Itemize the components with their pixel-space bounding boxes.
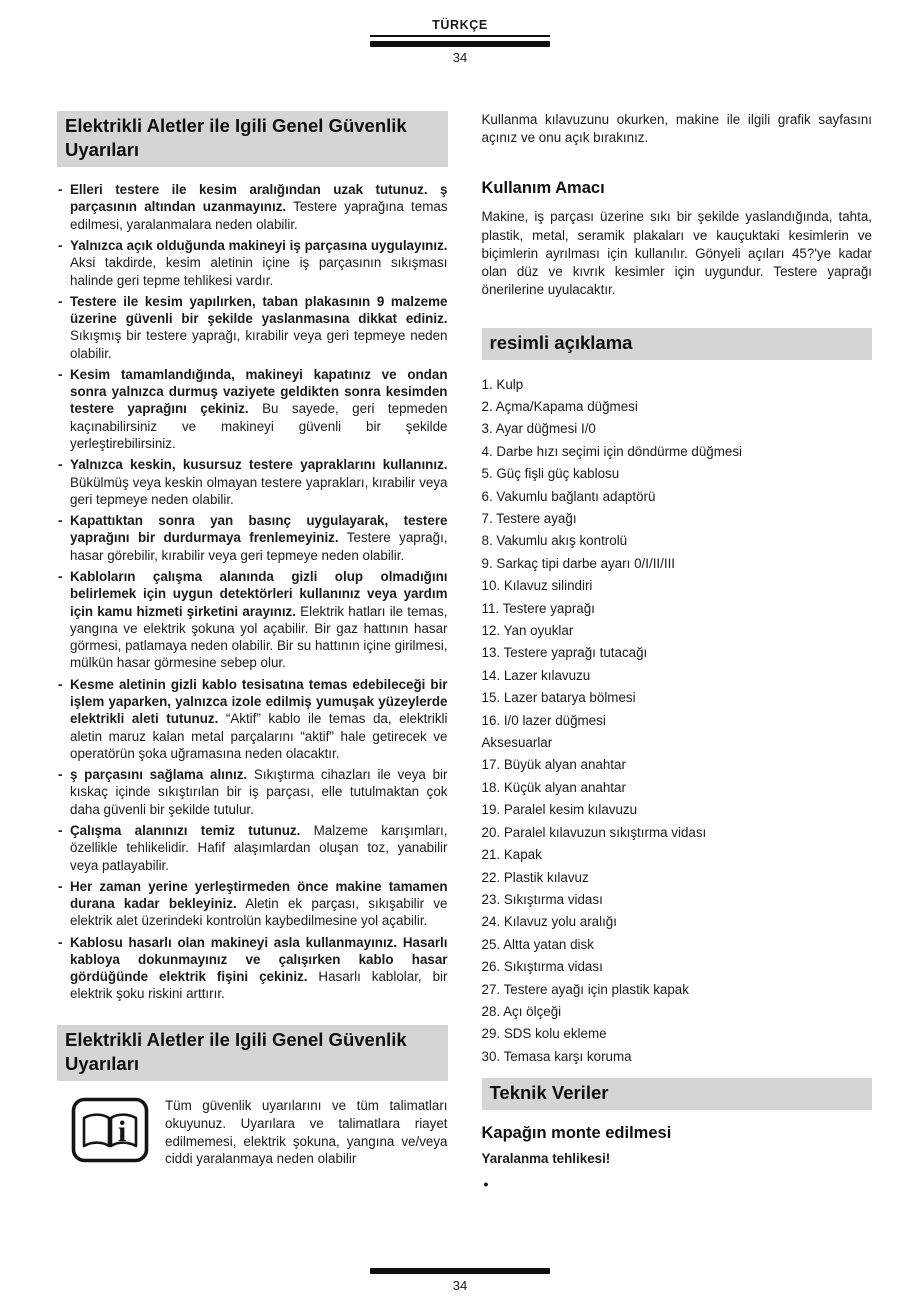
parts-list-item: 20. Paralel kılavuzun sıkıştırma vidası — [481, 824, 707, 840]
warning-text: Sıkışmış bir testere yaprağı, kırabilir veya geri tepmeye neden olabilir. — [70, 328, 448, 361]
notice-text: Tüm güvenlik uyarılarını ve tüm talimatları okuyunuz. Uyarılara ve talimatlara riayet edilmemesi, elektrik şokuna, yangına ve/veya ciddi yaralanmaya neden olabilir — [165, 1097, 448, 1167]
parts-list-item: 4. Darbe hızı seçimi için döndürme düğmesi — [481, 443, 742, 459]
svg-text:i: i — [118, 1114, 127, 1148]
warning-bold: Yalnızca keskin, kusursuz testere yapraklarını kullanınız. — [70, 457, 448, 473]
section-title-safety-2: Elektrikli Aletler ile Igili Genel Güvenlik Uyarıları — [57, 1025, 448, 1081]
language-label: TÜRKÇE — [432, 18, 488, 32]
parts-list-item: 25. Altta yatan disk — [481, 936, 594, 952]
warning-list — [57, 181, 448, 1003]
warning-text: Testere yaprağı, hasar görebilir, kırabilir veya geri tepmeye neden olabilir. — [70, 530, 448, 563]
section-title-safety-1: Elektrikli Aletler ile Igili Genel Güvenlik Uyarıları — [57, 111, 448, 167]
parts-list-item: 1. Kulp — [481, 376, 524, 392]
warning-bold: Yalnızca açık olduğunda makineyi iş parçasına uygulayınız. — [70, 237, 448, 253]
warning-item — [57, 366, 448, 452]
warning-text: “Aktif” kablo ile temas da, elektrikli aletin maruz kalan metal parçalarını “aktif” hale getirecek ve operatörün şoka uğramasına neden olacaktır. — [70, 711, 448, 761]
warning-bold: Kesim tamamlandığında, makineyi kapatınız ve ondan sonra yalnızca durmuş vaziyete geldikten sonra kesimden testere yaprağını çekiniz. — [70, 366, 448, 417]
parts-list-item: 7. Testere ayağı — [481, 511, 577, 527]
parts-list-item: 9. Sarkaç tipi darbe ayarı 0/I/II/III — [481, 555, 676, 571]
page-number-bottom: 34 — [452, 1278, 468, 1293]
parts-list-item: 19. Paralel kesim kılavuzu — [481, 802, 638, 818]
warning-item — [57, 293, 448, 362]
page-footer — [0, 1268, 920, 1293]
warning-text: Aletin ek parçası, sıkışabilir ve elektrik alet üzerindeki kontrolün kaybedilmesine yol açabilir. — [70, 896, 448, 929]
parts-list-item: 18. Küçük alyan anahtar — [481, 779, 626, 795]
warning-text: Bükülmüş veya keskin olmayan testere yaprakları, kırabilir veya geri tepmeye neden olabilir. — [70, 474, 448, 507]
injury-warning: Yaralanma tehlikesi! — [481, 1151, 611, 1167]
parts-list-item: 11. Testere yaprağı — [481, 600, 595, 616]
warning-item — [57, 181, 448, 233]
warning-bold: ş parçasını sağlama alınız. — [70, 767, 248, 783]
parts-list-item: 8. Vakumlu akış kontrolü — [481, 533, 628, 549]
parts-list-item: 23. Sıkıştırma vidası — [481, 891, 603, 907]
parts-list-item: 14. Lazer kılavuzu — [481, 667, 591, 683]
warning-bold: Her zaman yerine yerleştirmeden önce makine tamamen durana kadar bekleyiniz. — [70, 878, 448, 912]
parts-list-item: 26. Sıkıştırma vidası — [481, 959, 603, 975]
parts-list-item: 28. Açı ölçeği — [481, 1003, 562, 1019]
parts-list-item: 10. Kılavuz silindiri — [481, 578, 593, 594]
parts-list-item: 21. Kapak — [481, 847, 542, 863]
warning-bold: Testere ile kesim yapılırken, taban plakasının 9 malzeme üzerine güvenli bir şekilde yaslanmasına dikkat ediniz. — [70, 293, 448, 327]
parts-list-item: 5. Güç fişli güç kablosu — [481, 466, 620, 482]
warning-bold: Kablosu hasarlı olan makineyi asla kullanmayınız. Hasarlı kabloya dokunmayınız ve çalışırken kablo hasar gördüğünde elektrik fişini çekiniz. — [70, 934, 448, 985]
page-number-top: 34 — [452, 50, 468, 65]
parts-list-item: 13. Testere yaprağı tutacağı — [481, 645, 648, 661]
parts-list — [482, 374, 873, 1069]
parts-list-item: 6. Vakumlu bağlantı adaptörü — [481, 488, 656, 504]
read-manual-notice — [57, 1097, 448, 1168]
warning-text: Testere yaprağına temas edilmesi, yaralanmalara neden olabilir. — [70, 199, 448, 232]
usage-paragraph: Makine, iş parçası üzerine sıkı bir şekilde yaslandığında, tahta, plastik, metal, seramik plakaları ve kauçuktaki kesimlerin ve biçimlerin ayrılması için kullanılır. Gönyeli açıları 45?'ye kadar olan düz ve kıvrık kesimler için uygundur. Testere yaprağı önerilerine uyulacaktır. — [481, 209, 872, 298]
content-columns — [0, 111, 920, 1192]
warning-text: Hasarlı kablolar, bir elektrik şoku riskini arttırır. — [70, 969, 448, 1002]
parts-list-item: 30. Temasa karşı koruma — [481, 1048, 632, 1064]
warning-item — [57, 237, 448, 289]
warning-item — [57, 766, 448, 818]
header-bar — [370, 41, 550, 47]
left-column — [57, 111, 448, 1168]
warning-bold: Kabloların çalışma alanında gizli olup olmadığını belirlemek için uygun detektörleri kullanınız veya yardım için kamu hizmeti şirketini arayınız. — [70, 569, 448, 619]
warning-item — [57, 878, 448, 930]
intro-paragraph: Kullanma kılavuzunu okurken, makine ile ilgili grafik sayfasını açınız ve onu açık bırakınız. — [481, 112, 872, 146]
bullet-point: • — [483, 1176, 489, 1193]
parts-list-item: 12. Yan oyuklar — [481, 623, 574, 639]
open-book-info-icon — [71, 1097, 149, 1163]
usage-title: Kullanım Amacı — [481, 179, 605, 198]
warning-item — [57, 568, 448, 672]
warning-bold: Kesme aletinin gizli kablo tesisatına temas edebileceği bir işlem yaparken, yalnızca izole edilmiş yumuşak yüzeylerde elektrikli aleti tutunuz. — [70, 676, 448, 727]
warning-bold: Kapattıktan sonra yan basınç uygulayarak, testere yaprağını bir durdurmaya frenlemeyiniz. — [70, 513, 448, 546]
parts-list-item: 27. Testere ayağı için plastik kapak — [481, 981, 689, 997]
header-rule — [370, 35, 550, 37]
right-column — [482, 111, 873, 1192]
accessories-label: Aksesuarlar — [481, 735, 553, 751]
warning-text: Bu sayede, geri tepmeden kaçınabilirsiniz ve makineyi güvenli bir şekilde yerleştirebilirsiniz. — [70, 401, 448, 452]
parts-list-item: 3. Ayar düğmesi I/0 — [481, 421, 596, 437]
assembly-title: Kapağın monte edilmesi — [481, 1124, 672, 1143]
warning-text: Malzeme karışımları, özellikle tehlikelidir. Hafif alaşımlardan oluşan toz, yanabilir veya patlayabilir. — [70, 822, 448, 873]
parts-list-item: 2. Açma/Kapama düğmesi — [481, 398, 638, 414]
warning-item — [57, 822, 448, 874]
tech-data-title: Teknik Veriler — [482, 1078, 873, 1110]
warning-item — [57, 676, 448, 762]
footer-bar — [370, 1268, 550, 1274]
parts-list-item: 24. Kılavuz yolu aralığı — [481, 914, 617, 930]
warning-bold: Elleri testere ile kesim aralığından uzak tutunuz. ş parçasının altından uzanmayınız. — [70, 182, 448, 215]
page-header — [0, 0, 920, 65]
parts-list-item: 22. Plastik kılavuz — [481, 869, 589, 885]
warning-item — [57, 512, 448, 564]
warning-item — [57, 456, 448, 508]
warning-text: Aksi takdirde, kesim aletinin içine iş parçasının sıkışması halinde geri tepme tehlikesi vardır. — [70, 255, 448, 288]
warning-text: Sıkıştırma cihazları ile veya bir kıskaç içinde sıkıştırılan bir iş parçası, elle tutulmaktan çok daha güvenli bir şekilde tutulur. — [70, 767, 448, 817]
warning-bold: Çalışma alanınızı temiz tutunuz. — [70, 822, 301, 838]
parts-list-item: 16. I/0 lazer düğmesi — [481, 712, 606, 728]
parts-list-item: 29. SDS kolu ekleme — [481, 1026, 607, 1042]
warning-item — [57, 934, 448, 1003]
parts-list-item: 17. Büyük alyan anahtar — [481, 757, 626, 773]
parts-list-item: 15. Lazer batarya bölmesi — [481, 690, 636, 706]
warning-text: Elektrik hatları ile temas, yangına ve elektrik şokuna yol açabilir. Bir gaz hattının hasar görmesi, patlamaya neden olabilir. Bir su hattının içine girilmesi, mülkün hasar görmesine sebep olur. — [70, 603, 448, 671]
parts-title: resimli açıklama — [482, 328, 873, 360]
